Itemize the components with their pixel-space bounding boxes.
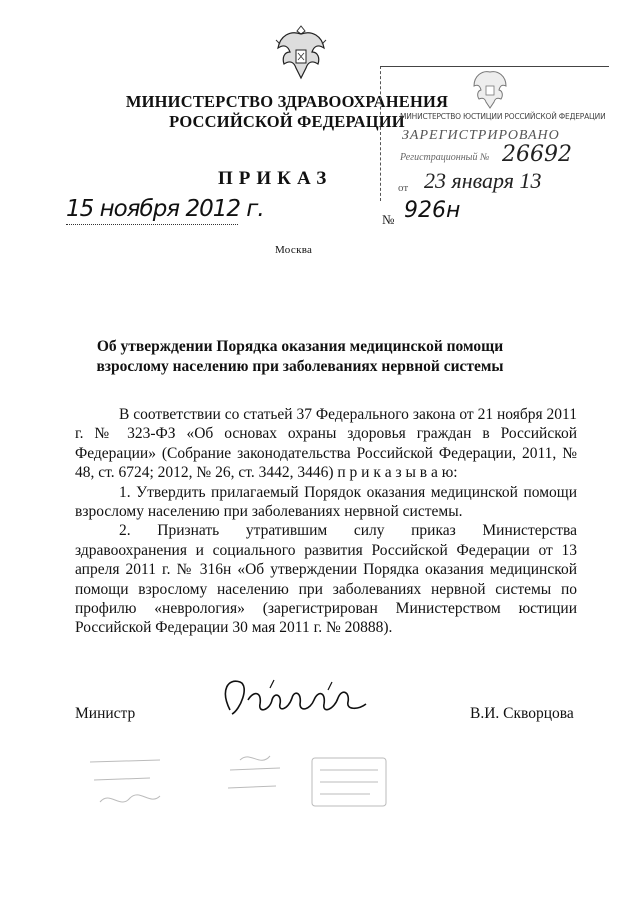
date-underline bbox=[66, 224, 238, 225]
faint-stamp-marks-icon bbox=[80, 740, 420, 830]
body-paragraph-preamble: В соответствии со статьей 37 Федерального закона от 21 ноября 2011 г. № 323-ФЗ «Об основах охраны здоровья граждан в Российской Федерации» (Собрание законодательства Российской Федерации, 2011, № 48, ст. 6724; 2012, № 26, ст. 3442, 3446) п р и к а з ы в а ю: bbox=[75, 406, 577, 482]
document-date: 15 ноября 2012 г. bbox=[66, 196, 264, 222]
ministry-name-line2: РОССИЙСКОЙ ФЕДЕРАЦИИ bbox=[169, 112, 405, 131]
coat-of-arms-icon bbox=[272, 22, 330, 84]
signer-name: В.И. Скворцова bbox=[470, 705, 574, 722]
number-sign: № bbox=[382, 212, 395, 227]
body-paragraph-item2: 2. Признать утратившим силу приказ Министерства здравоохранения и социального развития Российской Федерации от 13 апреля 2011 г. № 316н «Об утверждении Порядка оказания медицинской помощи взрослому населению при заболеваниях нервной системы по профилю «неврология» (зарегистрирован Министерством юстиции Российской Федерации 30 мая 2011 г. № 20888). bbox=[75, 522, 577, 637]
signer-role: Министр bbox=[75, 705, 136, 722]
city: Москва bbox=[275, 244, 313, 256]
stamp-registration-number: 26692 bbox=[502, 142, 572, 167]
document-number: 926н bbox=[404, 198, 461, 223]
document-type: ПРИКАЗ bbox=[218, 168, 333, 189]
stamp-registration-label: Регистрационный № bbox=[400, 152, 490, 163]
handwritten-signature-icon bbox=[210, 670, 380, 730]
stamp-date-prefix: от bbox=[398, 182, 409, 194]
document-title-line1: Об утверждении Порядка оказания медицинской помощи bbox=[96, 338, 504, 355]
stamp-organization: МИНИСТЕРСТВО ЮСТИЦИИ РОССИЙСКОЙ ФЕДЕРАЦИИ bbox=[400, 112, 606, 121]
document-body bbox=[75, 405, 577, 638]
document-title-line2: взрослому населению при заболеваниях нервной системы bbox=[96, 358, 504, 375]
ministry-name-line1: МИНИСТЕРСТВО ЗДРАВООХРАНЕНИЯ bbox=[125, 92, 449, 111]
stamp-date: 23 января 13 bbox=[424, 168, 542, 193]
body-paragraph-item1: 1. Утвердить прилагаемый Порядок оказания медицинской помощи взрослому населению при заболеваниях нервной системы. bbox=[75, 483, 577, 521]
stamp-status: ЗАРЕГИСТРИРОВАНО bbox=[402, 128, 560, 143]
stamp-seal-icon bbox=[468, 66, 512, 110]
